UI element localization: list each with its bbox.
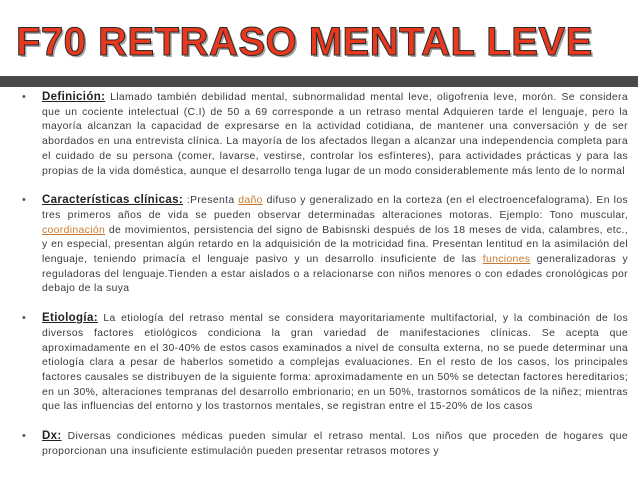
term-label: Características clínicas: bbox=[42, 194, 184, 207]
term-label: Definición: bbox=[42, 91, 106, 103]
bullet-item-definicion bbox=[22, 90, 628, 179]
item-text: generalizadoras y reguladoras del lenguaje.Tienden a estar aislados o a relacionarse con niños menores o con edades cronológicas por debajo de la suya bbox=[42, 254, 628, 295]
bullet-icon: • bbox=[22, 312, 27, 325]
item-text: La etiología del retraso mental se considera mayoritariamente multifactorial, y la combinación de los diversos factores etiológicos condiciona la gran variedad de manifestaciones clínicas. Se acepta que aproximadamente en el 30-40% de estos casos examinados a nivel de consulta externa, no se puede determinar una etiología clara a pesar de haberlos sometido a complejas evaluaciones. En el resto de los casos, los principales factores causales se distribuyen de la siguiente forma: aproximadamente en un 50% se detectan factores hereditarios; en un 30%, alteraciones tempranas del desarrollo embrionario; en un 50%, trastornos somáticos de la niñez; mientras que las influencias del entorno y los trastornos mentales, se registran entre el 15-20% de los casos bbox=[42, 313, 628, 413]
link-funciones[interactable]: funciones bbox=[482, 254, 531, 266]
term-label: Dx: bbox=[42, 430, 62, 443]
bullet-icon: • bbox=[22, 430, 27, 443]
bullet-list bbox=[22, 90, 628, 459]
bullet-icon: • bbox=[22, 194, 27, 207]
item-text: difuso y generalizado en la corteza (en el electroencefalograma). En los tres primeros años de vida se pueden observar determinadas alteraciones motoras. Ejemplo: Tono muscular, bbox=[42, 195, 628, 221]
item-text: Llamado también debilidad mental, subnormalidad mental leve, oligofrenia leve, morón. Se considera que un cociente intelectual (C.I) de 50 a 69 corresponde a un retraso mental Adquieren tarde el lenguaje, pero la mayoría alcanzan la capacidad de expresarse en la actividad cotidiana, de mantener una conversación y de ser abordados en una entrevista clínica. La mayoría de los afectados llegan a alcanzar una independencia completa para el cuidado de su persona (comer, lavarse, vestirse, controlar los esfínteres), para actividades prácticas y para las propias de la vida doméstica, aunque el desarrollo tenga lugar de un modo considerablemente más lento de lo normal bbox=[42, 92, 628, 177]
bullet-icon: • bbox=[22, 91, 27, 103]
slide-title: F70 RETRASO MENTAL LEVE bbox=[16, 20, 593, 64]
link-dano[interactable]: daño bbox=[238, 195, 263, 207]
item-text: :Presenta bbox=[183, 195, 239, 207]
item-text: de movimientos, persistencia del signo de Babisnski después de los 18 meses de vida, calambres, etc., y en especial, presentan algún retardo en la adquisición de la motricidad fina. Presentan lentitud en la asimilación del lenguaje, teniendo primacía el lenguaje pasivo y un desarrollo insuficiente de las bbox=[42, 224, 628, 266]
item-text: Diversas condiciones médicas pueden simular el retraso mental. Los niños que proceden de hogares que proporcionan una insuficiente estimulación pueden presentar retrasos motores y bbox=[42, 431, 628, 457]
bullet-item-etiologia bbox=[22, 311, 628, 415]
bullet-item-caracteristicas bbox=[22, 193, 628, 297]
bullet-item-dx bbox=[22, 429, 628, 459]
term-label: Etiología: bbox=[42, 312, 98, 325]
link-coordinacion[interactable]: coordinación bbox=[42, 224, 106, 236]
title-divider-bar bbox=[0, 76, 638, 87]
